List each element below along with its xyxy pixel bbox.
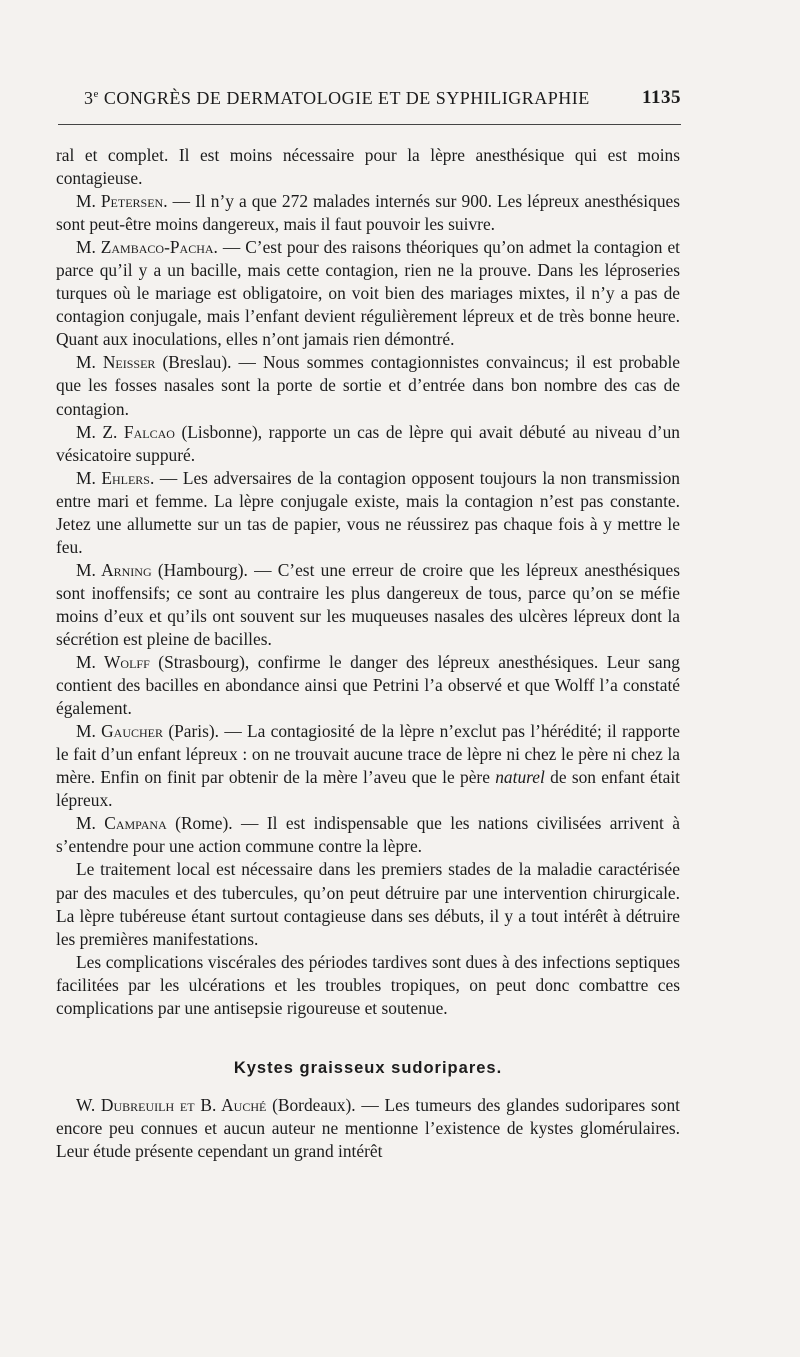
speaker-name: M. Arning — [76, 559, 152, 580]
paragraph: M. Arning (Hambourg). — C’est une erreur de croire que les lépreux anesthésiques sont inoffensifs; ce sont au contraire les plus dangereux de tous, parce qu’on se méfie moins d’eux et qu’ils ont souvent sur les muqueuses nasales des ulcères lépreux dont la sécrétion est pleine de bacilles. — [56, 559, 680, 649]
paragraph: M. Zambaco-Pacha. — C’est pour des raisons théoriques qu’on admet la contagion et parce qu’il y a un bacille, mais cette contagion, rien ne la prouve. Dans les léproseries turques où le mariage est obligatoire, on voit bien des mariages mixtes, il n’y a pas de contagion conjugale, mais l’enfant devient régulièrement lépreux et de très bonne heure. Quant aux inoculations, elles n’ont jamais rien démontré. — [56, 237, 680, 350]
speaker-name: M. Z. Falcao — [76, 421, 175, 442]
paragraph: M. Z. Falcao (Lisbonne), rapporte un cas de lèpre qui avait débuté au niveau d’un vésicatoire suppuré. — [56, 421, 680, 465]
paragraph: ral et complet. Il est moins nécessaire pour la lèpre anesthésique qui est moins contagieuse. — [56, 145, 680, 189]
page-number: 1135 — [642, 87, 681, 108]
journal-title: 3e CONGRÈS DE DERMATOLOGIE ET DE SYPHILIGRAPHIE — [84, 88, 590, 108]
speaker-name: M. Ehlers. — [76, 467, 155, 488]
paragraph: M. Gaucher (Paris). — La contagiosité de la lèpre n’exclut pas l’hérédité; il rapporte le fait d’un enfant lépreux : on ne trouvait aucune trace de lèpre ni chez le père ni chez la mère. Enfin on finit par obtenir de la mère l’aveu que le père naturel de son enfant était lépreux. — [56, 721, 680, 811]
speaker-name: M. Campana — [76, 813, 167, 834]
running-header — [84, 88, 681, 112]
speaker-name: M. Neisser — [76, 352, 156, 373]
paragraph: W. Dubreuilh et B. Auché (Bordeaux). — Les tumeurs des glandes sudoripares sont encore peu connues et aucun auteur ne mentionne l’existence de kystes glomérulaires. Leur étude présente cependant un grand intérêt — [56, 1094, 680, 1161]
speaker-name: M. Zambaco-Pacha. — [76, 237, 218, 258]
paragraph: M. Wolff (Strasbourg), confirme le danger des lépreux anesthésiques. Leur sang contient des bacilles en abondance ainsi que Petrini l’a observé et que Wolff l’a constaté également. — [56, 652, 680, 719]
paragraph: M. Campana (Rome). — Il est indispensable que les nations civilisées arrivent à s’entendre pour une action commune contre la lèpre. — [56, 813, 680, 857]
italic-word: naturel — [495, 767, 545, 788]
speaker-name: W. Dubreuilh et B. Auché — [76, 1094, 267, 1115]
speaker-name: M. Wolff — [76, 652, 150, 673]
paragraph: M. Ehlers. — Les adversaires de la contagion opposent toujours la non transmission entre mari et femme. La lèpre conjugale existe, mais la contagion n’est pas constante. Jetez une allumette sur un tas de papier, vous ne réussirez pas chaque fois à y mettre le feu. — [56, 467, 680, 557]
paragraph: Le traitement local est nécessaire dans les premiers stades de la maladie caractérisée par des macules et des tubercules, qu’on peut détruire par une intervention chirurgicale. La lèpre tubéreuse étant surtout contagieuse dans ses débuts, il y a tout intérêt à détruire les premières manifestations. — [56, 859, 680, 949]
header-rule — [58, 124, 681, 125]
speaker-name: M. Gaucher — [76, 721, 164, 742]
paragraph: M. Neisser (Breslau). — Nous sommes contagionnistes convaincus; il est probable que les fosses nasales sont la porte de sortie et d’entrée dans bon nombre des cas de contagion. — [56, 352, 680, 419]
section-title: Kystes graisseux sudoripares. — [233, 1058, 503, 1077]
paragraph: Les complications viscérales des périodes tardives sont dues à des infections septiques facilitées par les ulcérations et les troubles tropiques, on peut donc combattre ces complications par une antisepsie rigoureuse et soutenue. — [56, 951, 680, 1018]
paragraph: M. Petersen. — Il n’y a que 272 malades internés sur 900. Les lépreux anesthésiques sont peut-être moins dangereux, mais il faut pouvoir les suivre. — [56, 191, 681, 235]
body-text — [56, 144, 680, 1163]
speaker-name: M. Petersen. — [76, 191, 168, 212]
